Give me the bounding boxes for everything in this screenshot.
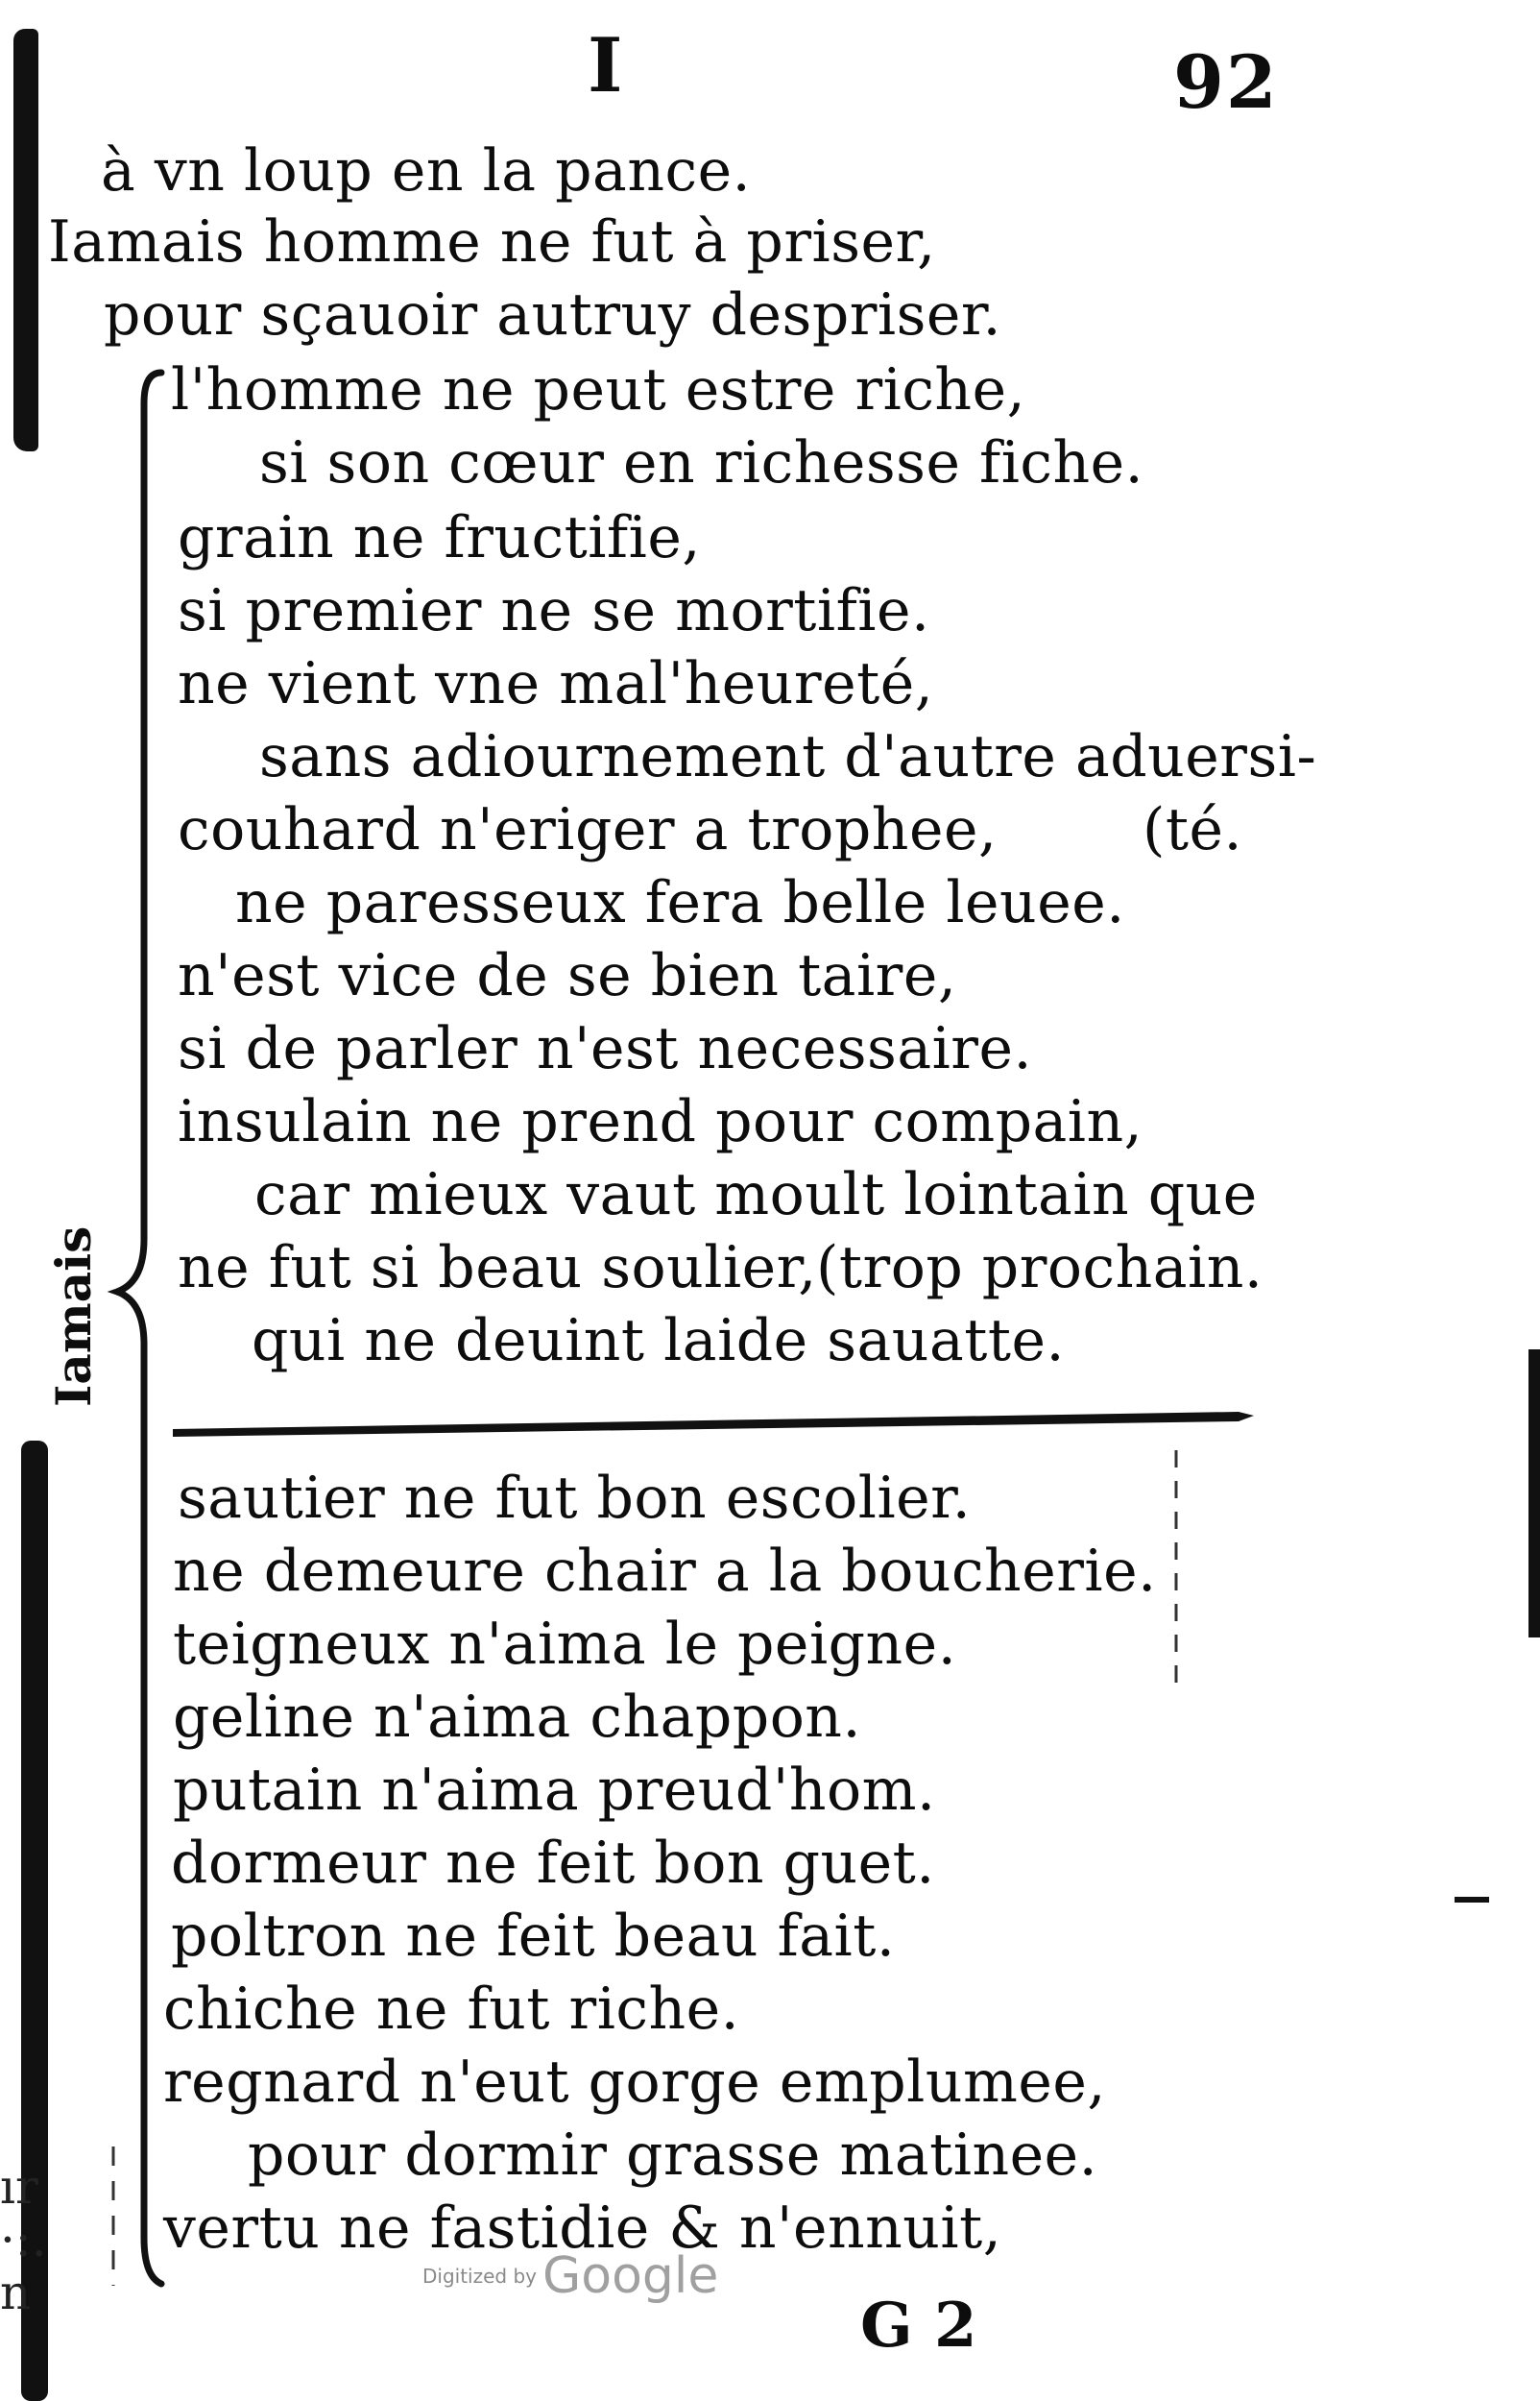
text-line: si de parler n'est necessaire. <box>178 1015 1033 1082</box>
text-line: l'homme ne peut estre riche, <box>171 356 1026 424</box>
text-line: Iamais homme ne fut à priser, <box>48 208 936 276</box>
digitized-watermark <box>422 2247 718 2305</box>
text-line: poltron ne feit beau fait. <box>171 1903 896 1970</box>
watermark-brand: Google <box>542 2247 719 2305</box>
text-line: qui ne deuint laide sauatte. <box>252 1307 1066 1374</box>
watermark-prefix: Digitized by <box>422 2265 537 2288</box>
left-margin-marks: ır ·:. n <box>0 2159 47 2320</box>
text-line: geline n'aima chappon. <box>173 1684 862 1751</box>
text-line: vertu ne fastidie & n'ennuit, <box>163 2195 1002 2262</box>
text-line: grain ne fructifie, <box>178 504 701 571</box>
text-line: n'est vice de se bien taire, <box>178 942 957 1009</box>
side-label: Iamais <box>45 1225 102 1407</box>
text-line: insulain ne prend pour compain, <box>178 1088 1143 1155</box>
text-line: pour dormir grasse matinee. <box>248 2122 1098 2189</box>
text-line: ne demeure chair a la boucherie. <box>173 1538 1157 1605</box>
text-line: dormeur ne feit bon guet. <box>171 1830 935 1897</box>
text-line: pour sçauoir autruy despriser. <box>104 281 1002 349</box>
text-line: ne paresseux fera belle leuee. <box>235 869 1125 936</box>
text-line: sans adiournement d'autre aduersi- <box>259 723 1317 790</box>
text-line: ne fut si beau soulier, <box>178 1234 817 1301</box>
text-line: regnard n'eut gorge emplumee, <box>163 2049 1106 2116</box>
text-line: car mieux vaut moult lointain que <box>254 1161 1258 1228</box>
running-head-letter: I <box>588 22 623 109</box>
text-line: couhard n'eriger a trophee, <box>178 796 998 863</box>
text-line: si son cœur en richesse fiche. <box>259 429 1144 497</box>
text-line: (té. <box>1143 796 1243 863</box>
text-line: si premier ne se mortifie. <box>178 577 930 644</box>
text-line: teigneux n'aima le peigne. <box>173 1611 957 1678</box>
text-line: putain n'aima preud'hom. <box>173 1757 936 1824</box>
left-brace <box>117 373 161 2284</box>
text-line: (trop prochain. <box>816 1234 1263 1301</box>
text-line: à vn loup en la pance. <box>101 137 752 205</box>
signature-mark: G 2 <box>860 2290 977 2362</box>
section-divider-rule <box>173 1412 1254 1437</box>
text-line: sautier ne fut bon escolier. <box>178 1465 972 1532</box>
text-line: ne vient vne mal'heureté, <box>178 650 934 717</box>
page-number: 92 <box>1173 39 1279 125</box>
text-line: chiche ne fut riche. <box>163 1976 740 2043</box>
